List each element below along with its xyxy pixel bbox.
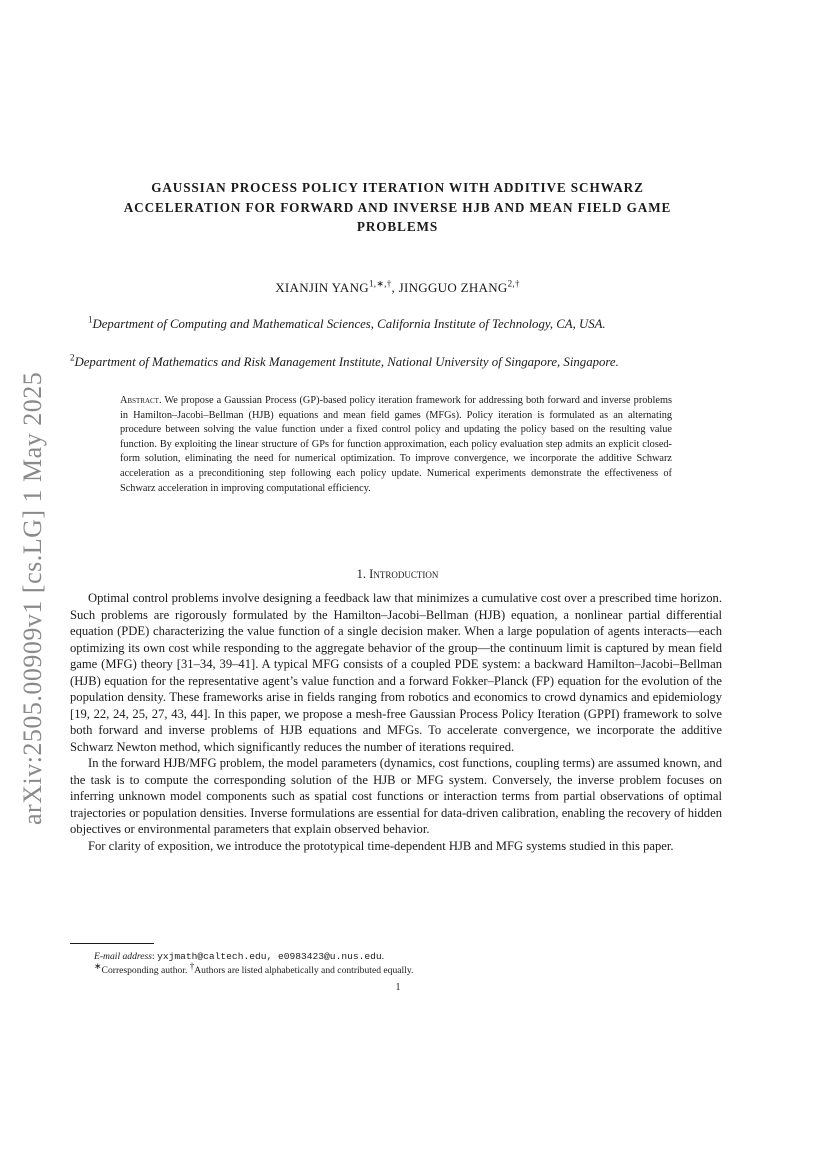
equal-mark: † (189, 960, 195, 971)
page-number: 1 (395, 982, 401, 993)
corresponding-text: Corresponding author. (101, 965, 190, 976)
footnote-rule (70, 943, 154, 944)
email-label: E-mail address (94, 951, 153, 962)
paragraph: In the forward HJB/MFG problem, the model parameters (dynamics, cost functions, coupling terms) are assumed known, and the task is to compute the corresponding solution of the HJB or MFG system. Conversely, the inverse problem focuses on inferring unknown model components such as spatial cost functions or interaction terms from partial observations of optimal trajectories or population densities. Inverse formulations are essential for data-driven calibration, enabling the recovery of hidden objectives or environmental parameters that explain observed behavior. (70, 756, 722, 836)
corresponding-mark: ∗ (94, 960, 102, 971)
affiliation-text: Department of Mathematics and Risk Management Institute, National University of Singapore, Singapore. (74, 355, 619, 369)
section-heading (70, 567, 725, 582)
email-separator: : (152, 951, 158, 962)
paragraph: Optimal control problems involve designing a feedback law that minimizes a cumulative cost over a prescribed time horizon. Such problems are rigorously formulated by the Hamilton–Jacobi–Bellman (HJB) equation, a nonlinear partial differential equation (PDE) characterizing the value function of a single decision maker. When a large population of agents interacts—each optimizing its own cost while responding to the aggregate behavior of the group—the continuum limit is captured by mean field game (MFG) theory [31–34, 39–41]. A typical MFG consists of a coupled PDE system: a backward Hamilton–Jacobi–Bellman (HJB) equation for the representative agent’s value function and a forward Fokker–Planck (FP) equation for the evolution of the population density. These frameworks arise in fields ranging from robotics and economics to crowd dynamics and epidemiology [19, 22, 24, 25, 27, 43, 44]. In this paper, we propose a mesh-free Gaussian Process Policy Iteration (GPPI) framework to solve both forward and inverse problems of HJB equations and MFGs. To accelerate convergence, we incorporate the additive Schwarz Newton method, which significantly reduces the number of iterations required. (70, 591, 722, 754)
author-marks: 2,† (507, 278, 520, 289)
abstract (120, 394, 672, 496)
email-footnote (70, 950, 722, 964)
abstract-text: We propose a Gaussian Process (GP)-based policy iteration framework for addressing both forward and inverse problems in Hamilton–Jacobi–Bellman (HJB) equations and mean field games (MFGs). Policy iteration is formulated as an alternating procedure between solving the value function under a fixed control policy and updating the policy based on the resulting value function. By exploiting the linear structure of GPs for function approximation, each policy evaluation step admits an explicit closed-form solution, eliminating the need for numerical optimization. To improve convergence, we incorporate the additive Schwarz acceleration as a preconditioning step following each policy update. Numerical experiments demonstrate the effectiveness of Schwarz acceleration in improving computational efficiency. (120, 395, 672, 494)
abstract-heading: Abstract. (120, 395, 162, 406)
affiliation (70, 352, 619, 370)
title-line: GAUSSIAN PROCESS POLICY ITERATION WITH ADDITIVE SCHWARZ (151, 180, 644, 195)
title-line: ACCELERATION FOR FORWARD AND INVERSE HJB AND MEAN FIELD GAME (123, 199, 672, 215)
paragraph: For clarity of exposition, we introduce the prototypical time-dependent HJB and MFG systems studied in this paper. (88, 838, 674, 853)
email-addresses: yxjmath@caltech.edu, e0983423@u.nus.edu (157, 951, 382, 962)
affiliation-mark: 1 (88, 314, 93, 325)
author-list (70, 280, 725, 296)
section-title: Introduction (369, 567, 439, 581)
paper-title (70, 178, 725, 237)
body-text (70, 590, 722, 854)
title-line: PROBLEMS (356, 219, 439, 234)
email-end: . (381, 951, 385, 962)
arxiv-identifier: arXiv:2505.00909v1 [cs.LG] 1 May 2025 (18, 371, 47, 825)
section-number: 1. (356, 567, 367, 581)
author-name: JINGGUO ZHANG (398, 280, 508, 295)
author-footnote (70, 960, 722, 978)
author-marks: 1,∗,† (368, 278, 392, 289)
affiliation-text: Department of Computing and Mathematical Sciences, California Institute of Technology, CA, USA. (92, 317, 606, 331)
author-separator: , (391, 280, 399, 295)
affiliation (88, 314, 606, 332)
footnotes (70, 950, 722, 978)
author-name: XIANJIN YANG (275, 280, 369, 295)
affiliation-mark: 2 (70, 352, 75, 363)
equal-text: Authors are listed alphabetically and contributed equally. (194, 965, 414, 976)
